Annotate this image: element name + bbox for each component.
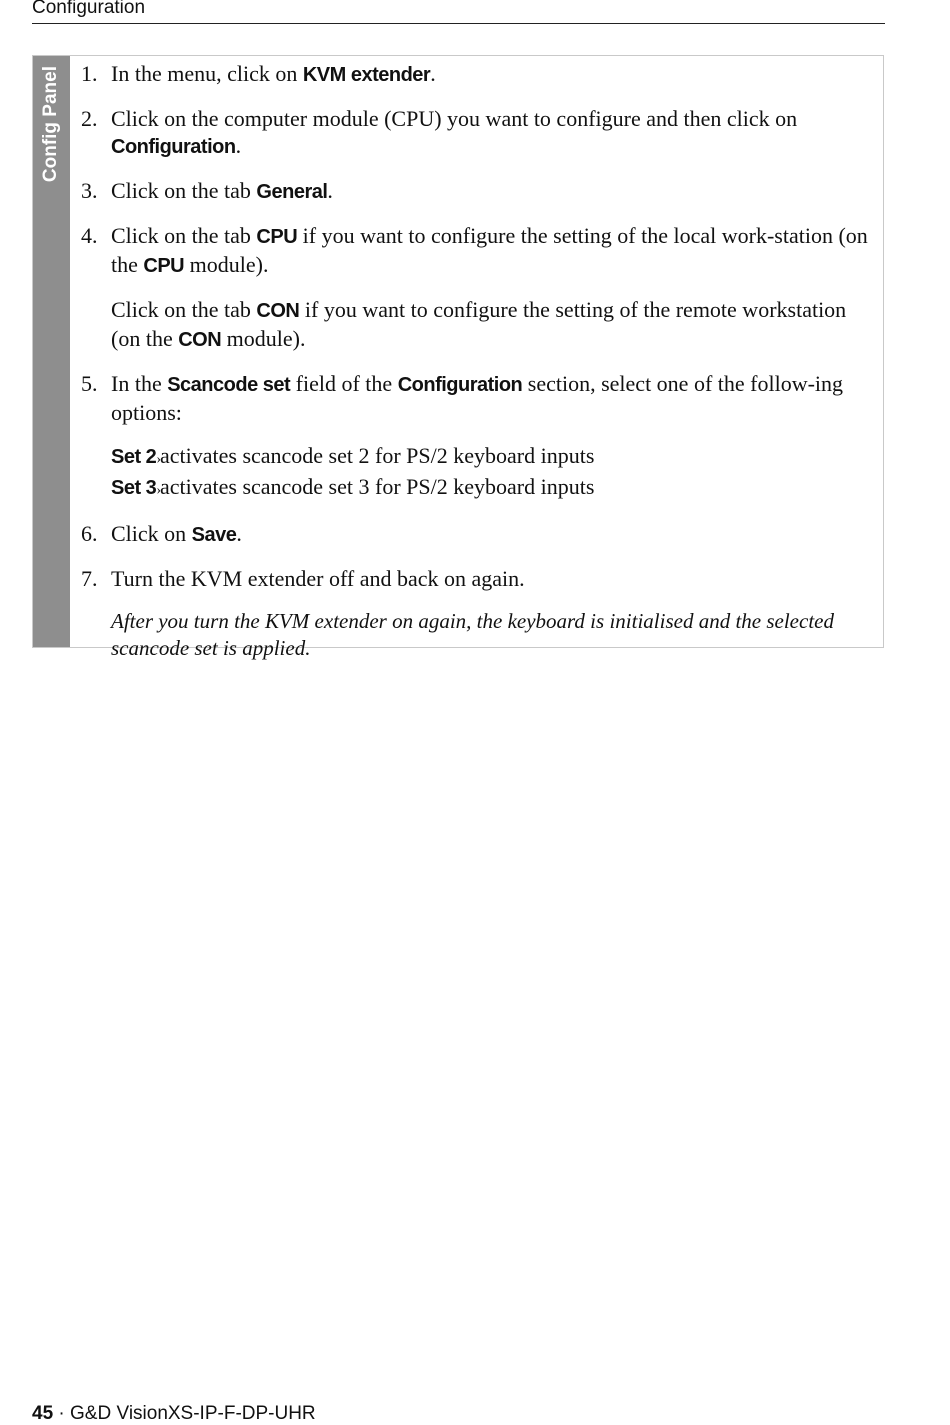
step-text: field of the	[290, 371, 398, 396]
step-text: In the menu, click on	[111, 61, 303, 86]
product-name: G&D VisionXS-IP-F-DP-UHR	[70, 1403, 316, 1424]
ui-term: Configuration	[397, 374, 523, 396]
step-text: if you want to configure the setting of the local work-station (on the	[111, 223, 868, 277]
step-number: 6.	[81, 521, 98, 546]
instruction-panel	[32, 55, 884, 660]
option-name: Set 3	[111, 477, 157, 499]
option-name: Set 2	[111, 446, 157, 468]
step-text: Click on the tab	[111, 223, 257, 248]
ui-term: CON	[178, 329, 222, 351]
step-number: 2.	[81, 106, 98, 131]
side-tab	[33, 56, 70, 647]
step-text: .	[235, 133, 242, 158]
ui-term: KVM extender	[302, 64, 431, 86]
instruction-content	[81, 60, 876, 662]
step-text: Click on the tab	[111, 178, 257, 203]
step-text: Click on	[111, 521, 192, 546]
step-number: 3.	[81, 178, 98, 203]
step-text: module).	[184, 252, 269, 277]
step-text: .	[430, 61, 436, 86]
footer-separator: ·	[53, 1403, 71, 1424]
step-6	[81, 520, 876, 549]
step-2	[81, 105, 876, 161]
ui-term: CON	[256, 300, 300, 322]
result-note: After you turn the KVM extender on again, the keyboard is initialised and the selected scancode set is applied.	[111, 609, 834, 660]
option-arrow: ›	[156, 483, 160, 498]
step-text: .	[236, 521, 242, 546]
step-text: In the	[111, 371, 168, 396]
header-title: Configuration	[32, 0, 146, 18]
step-4-alternative	[81, 296, 876, 354]
step-1	[81, 60, 876, 89]
step-text: .	[327, 178, 333, 203]
step-text: Turn the KVM extender off and back on again.	[111, 566, 525, 591]
step-text: module).	[221, 326, 306, 351]
page-number: 45	[32, 1403, 54, 1424]
ui-term: Save	[191, 524, 237, 546]
option-list	[81, 442, 876, 504]
step-text: Click on the computer module (CPU) you want to configure and then click on	[111, 106, 798, 131]
step-3	[81, 177, 876, 206]
step-4	[81, 222, 876, 280]
step-number: 7.	[81, 566, 98, 591]
step-text: section, select one of the follow-ing options:	[111, 371, 844, 425]
page-footer	[32, 1403, 316, 1425]
option-arrow: ›	[156, 452, 160, 467]
step-number: 4.	[81, 223, 98, 248]
option-item	[81, 473, 876, 504]
step-5	[81, 370, 876, 426]
ui-term: Configuration	[111, 136, 236, 158]
step-text: Click on the tab	[111, 297, 257, 322]
ui-term: CPU	[256, 226, 298, 248]
option-desc: activates scancode set 2 for PS/2 keyboard inputs	[159, 443, 595, 468]
step-number: 1.	[81, 61, 98, 86]
ui-term: General	[256, 181, 328, 203]
page-header	[32, 0, 885, 24]
option-item	[81, 442, 876, 473]
ui-term: Scancode set	[167, 374, 291, 396]
ui-term: CPU	[143, 255, 185, 277]
side-tab-label: Config Panel	[40, 66, 61, 183]
step-7	[81, 565, 876, 592]
step-number: 5.	[81, 371, 98, 396]
step-text: if you want to configure the setting of the remote workstation (on the	[111, 297, 847, 351]
option-desc: activates scancode set 3 for PS/2 keyboard inputs	[159, 474, 595, 499]
